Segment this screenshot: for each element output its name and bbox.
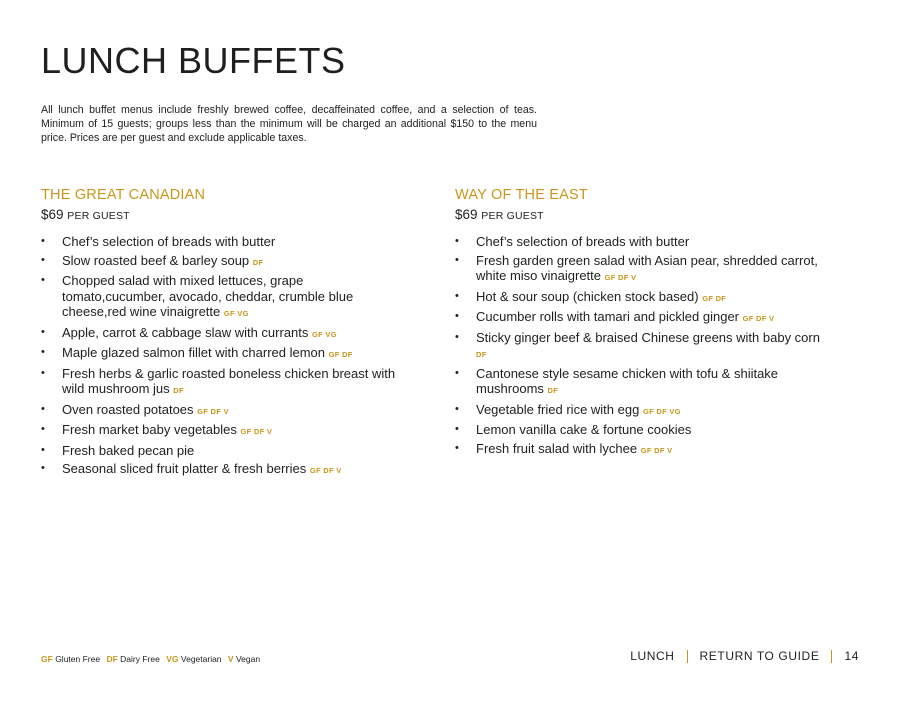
- dietary-tags: GF VG: [312, 329, 337, 339]
- menu-item-text: Lemon vanilla cake & fortune cookies: [476, 422, 692, 437]
- bullet-icon: •: [455, 310, 459, 322]
- bullet-icon: •: [41, 346, 45, 358]
- footer-nav: [630, 649, 859, 663]
- intro-paragraph: All lunch buffet menus include freshly brewed coffee, decaffeinated coffee, and a selection of teas. Minimum of 15 guests; groups less than the minimum will be charged an additional $150 to the menu price. Prices are per guest and exclude applicable taxes.: [41, 104, 537, 144]
- bullet-icon: •: [41, 462, 45, 474]
- return-to-guide-link[interactable]: RETURN TO GUIDE: [699, 649, 820, 663]
- bullet-icon: •: [455, 253, 459, 266]
- page-number: 14: [844, 649, 859, 663]
- dietary-tags: GF DF VG: [642, 406, 681, 416]
- menu-item: [41, 366, 401, 399]
- dietary-tags: GF DF V: [604, 273, 637, 282]
- legend-label: Gluten Free: [55, 654, 101, 664]
- menu-item: [455, 309, 830, 327]
- menu-item-text: Sticky ginger beef & braised Chinese greens with baby corn: [476, 329, 820, 345]
- menu-items-list: [455, 234, 830, 458]
- footer-divider: [687, 650, 688, 663]
- dietary-tags: GF DF: [328, 350, 353, 359]
- legend-item: [228, 654, 260, 664]
- bullet-icon: •: [41, 443, 45, 456]
- bullet-icon: •: [41, 253, 45, 266]
- page-title: LUNCH BUFFETS: [41, 40, 346, 81]
- bullet-icon: •: [455, 402, 459, 415]
- legend-code: VG: [166, 654, 179, 664]
- footer-divider: [831, 650, 832, 663]
- menu-price: [41, 206, 401, 225]
- menu-item-text: Vegetable fried rice with egg: [476, 401, 640, 417]
- menu-items-list: [41, 234, 401, 479]
- bullet-icon: •: [455, 441, 459, 454]
- menu-item-text: Fresh baked pecan pie: [62, 442, 195, 458]
- menu-item: [455, 234, 830, 250]
- menu-item-text: Apple, carrot & cabbage slaw with currants: [62, 324, 309, 340]
- legend-label: Dairy Free: [120, 654, 160, 664]
- menu-item: [455, 289, 830, 307]
- bullet-icon: •: [41, 423, 45, 435]
- menu-item: [455, 366, 830, 399]
- menu-item-text: Fresh market baby vegetables: [62, 422, 237, 437]
- dietary-tags: GF DF V: [309, 466, 342, 475]
- menu-item: [455, 441, 830, 459]
- menu-item-text: Oven roasted potatoes: [62, 401, 194, 417]
- menu-item: [41, 325, 401, 343]
- dietary-tags: GF DF V: [240, 427, 273, 436]
- dietary-tags: GF DF V: [197, 406, 229, 416]
- menu-title: WAY OF THE EAST: [455, 187, 588, 203]
- menu-item-text: Fresh fruit salad with lychee: [476, 440, 638, 456]
- dietary-tags: GF VG: [223, 309, 249, 318]
- legend-label: Vegan: [235, 654, 261, 664]
- bullet-icon: •: [455, 423, 459, 435]
- price-unit: PER GUEST: [67, 210, 130, 222]
- section-link-lunch[interactable]: LUNCH: [630, 649, 675, 663]
- dietary-tags: DF: [252, 257, 264, 267]
- bullet-icon: •: [41, 325, 45, 338]
- menu-item: [41, 253, 401, 271]
- menu-item-text: Slow roasted beef & barley soup: [62, 252, 250, 268]
- menu-item-text: Chef’s selection of breads with butter: [476, 234, 690, 249]
- legend-code: V: [227, 654, 234, 664]
- legend-item: [166, 654, 221, 664]
- menu-item-text: Hot & sour soup (chicken stock based): [476, 288, 699, 304]
- legend-item: [41, 654, 100, 664]
- dietary-tags: DF: [476, 350, 487, 359]
- dietary-tags: DF: [173, 386, 184, 395]
- legend-item: [106, 654, 159, 664]
- price-value: $69: [455, 207, 478, 222]
- menu-item: [455, 402, 830, 420]
- menu-item: [41, 443, 401, 459]
- menu-item-text: Fresh garden green salad with Asian pear, shredded carrot, white miso vinaigrette: [476, 252, 818, 283]
- menu-great-canadian: [41, 185, 401, 482]
- dietary-tags: GF DF V: [742, 314, 775, 323]
- menu-item-text: Chopped salad with mixed lettuces, grape tomato,cucumber, avocado, cheddar, crumble blue cheese,red wine vinaigrette: [62, 273, 354, 319]
- dietary-legend: [41, 654, 264, 664]
- menu-item-text: Cucumber rolls with tamari and pickled ginger: [476, 309, 740, 324]
- menu-item: [455, 422, 830, 438]
- dietary-tags: DF: [547, 386, 559, 395]
- menu-item: [41, 461, 401, 479]
- bullet-icon: •: [455, 366, 459, 379]
- menu-title: THE GREAT CANADIAN: [41, 187, 206, 203]
- bullet-icon: •: [41, 274, 45, 286]
- menu-item: [455, 253, 830, 286]
- menu-item-text: Cantonese style sesame chicken with tofu & shiitake mushrooms: [476, 365, 779, 396]
- bullet-icon: •: [41, 235, 45, 247]
- bullet-icon: •: [455, 289, 459, 302]
- dietary-tags: GF DF V: [640, 445, 673, 455]
- menu-price: [455, 206, 830, 225]
- bullet-icon: •: [455, 235, 459, 247]
- menu-item: [41, 273, 401, 322]
- menu-item-text: Seasonal sliced fruit platter & fresh berries: [62, 461, 307, 476]
- menu-item: [41, 234, 401, 250]
- legend-code: DF: [106, 654, 118, 664]
- menu-item-text: Fresh herbs & garlic roasted boneless chicken breast with wild mushroom jus: [62, 365, 396, 396]
- legend-code: GF: [41, 654, 53, 664]
- menu-item: [41, 402, 401, 420]
- menu-item: [41, 345, 401, 363]
- price-value: $69: [41, 207, 64, 222]
- bullet-icon: •: [455, 330, 459, 343]
- menu-item: [41, 422, 401, 440]
- menu-item-text: Maple glazed salmon fillet with charred lemon: [62, 345, 326, 360]
- bullet-icon: •: [41, 402, 45, 415]
- legend-label: Vegetarian: [180, 654, 222, 664]
- menu-way-of-the-east: [455, 185, 830, 461]
- price-unit: PER GUEST: [481, 210, 544, 222]
- menu-item: [455, 330, 830, 363]
- dietary-tags: GF DF: [702, 293, 727, 303]
- bullet-icon: •: [41, 366, 45, 379]
- menu-item-text: Chef’s selection of breads with butter: [62, 234, 276, 249]
